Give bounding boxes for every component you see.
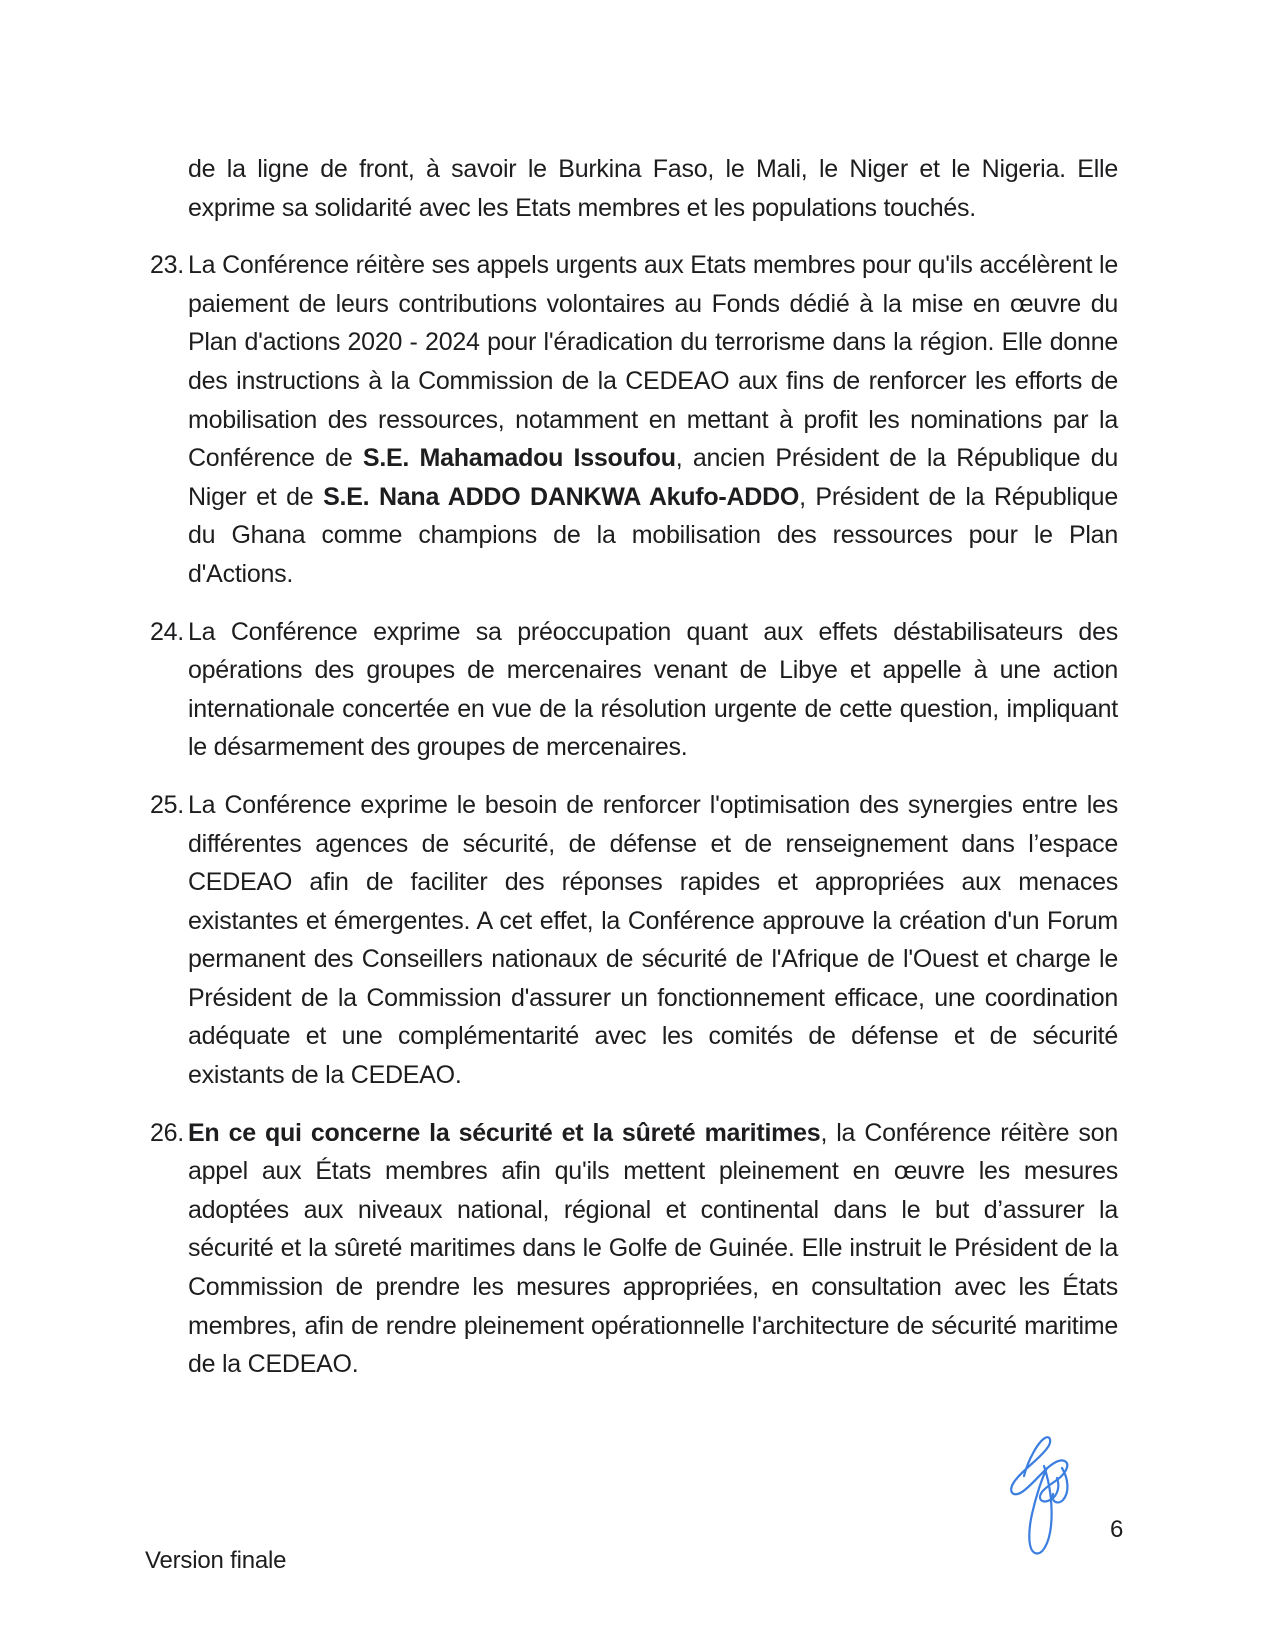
signature-scribble xyxy=(1000,1426,1090,1561)
paragraph-text xyxy=(188,150,1118,227)
paragraph xyxy=(150,246,1118,593)
text-segment: La Conférence réitère ses appels urgents aux Etats membres pour qu'ils accélèrent le paiement de leurs contributions volontaires au Fonds dédié à la mise en œuvre du Plan d'actions 2020 - 2024 pour l'éradication du terrorisme dans la région. Elle donne des instructions à la Commission de la CEDEAO aux fins de renforcer les efforts de mobilisation des ressources, notamment en mettant à profit les nominations par la Conférence de xyxy=(188,251,1118,473)
paragraph xyxy=(150,1114,1118,1384)
footer-version-label: Version finale xyxy=(145,1547,287,1574)
signature-stroke xyxy=(1011,1437,1067,1553)
paragraph-number xyxy=(150,150,188,227)
text-segment: de la ligne de front, à savoir le Burkina Faso, le Mali, le Niger et le Nigeria. Elle exprime sa solidarité avec les Etats membres et les populations touchés. xyxy=(188,155,1118,222)
document-body xyxy=(150,150,1118,1384)
paragraph-text xyxy=(188,246,1118,593)
paragraph xyxy=(150,613,1118,767)
text-segment: , Président de la République du Ghana comme champions de la mobilisation des ressources pour le Plan d'Actions. xyxy=(188,482,1118,588)
paragraph-text xyxy=(188,786,1118,1095)
paragraph xyxy=(150,150,1118,227)
text-segment: La Conférence exprime le besoin de renforcer l'optimisation des synergies entre les différentes agences de sécurité, de défense et de renseignement dans l’espace CEDEAO afin de faciliter des réponses rapides et appropriées aux menaces existantes et émergentes. A cet effet, la Conférence approuve la création d'un Forum permanent des Conseillers nationaux de sécurité de l'Afrique de l'Ouest et charge le Président de la Commission d'assurer un fonctionnement efficace, une coordination adéquate et une complémentarité avec les comités de défense et de sécurité existants de la CEDEAO. xyxy=(188,790,1118,1090)
text-segment-bold: S.E. Mahamadou Issoufou xyxy=(362,444,676,473)
text-segment-bold: S.E. Nana ADDO DANKWA Akufo-ADDO xyxy=(323,482,800,511)
paragraph xyxy=(150,786,1118,1095)
paragraph-number: 26. xyxy=(150,1118,185,1147)
paragraph-text xyxy=(188,1114,1118,1384)
text-segment: , ancien Président de la République du Niger et de xyxy=(188,444,1119,511)
text-segment: , la Conférence réitère son appel aux États membres afin qu'ils mettent pleinement en œuvre les mesures adoptées aux niveaux national, régional et continental dans le but d’assurer la sécurité et la sûreté maritimes dans le Golfe de Guinée. Elle instruit le Président de la Commission de prendre les mesures appropriées, en consultation avec les États membres, afin de rendre pleinement opérationnelle l'architecture de sécurité maritime de la CEDEAO. xyxy=(188,1118,1118,1379)
text-segment-bold: En ce qui concerne la sécurité et la sûreté maritimes xyxy=(188,1118,821,1147)
paragraph-text xyxy=(188,613,1118,767)
text-segment: La Conférence exprime sa préoccupation quant aux effets déstabilisateurs des opérations des groupes de mercenaires venant de Libye et appelle à une action internationale concertée en vue de la résolution urgente de cette question, impliquant le désarmement des groupes de mercenaires. xyxy=(188,617,1118,762)
paragraph-number: 23. xyxy=(150,251,185,280)
page-number: 6 xyxy=(1110,1516,1124,1543)
paragraph-number: 25. xyxy=(150,790,185,819)
paragraph-number: 24. xyxy=(150,617,185,646)
